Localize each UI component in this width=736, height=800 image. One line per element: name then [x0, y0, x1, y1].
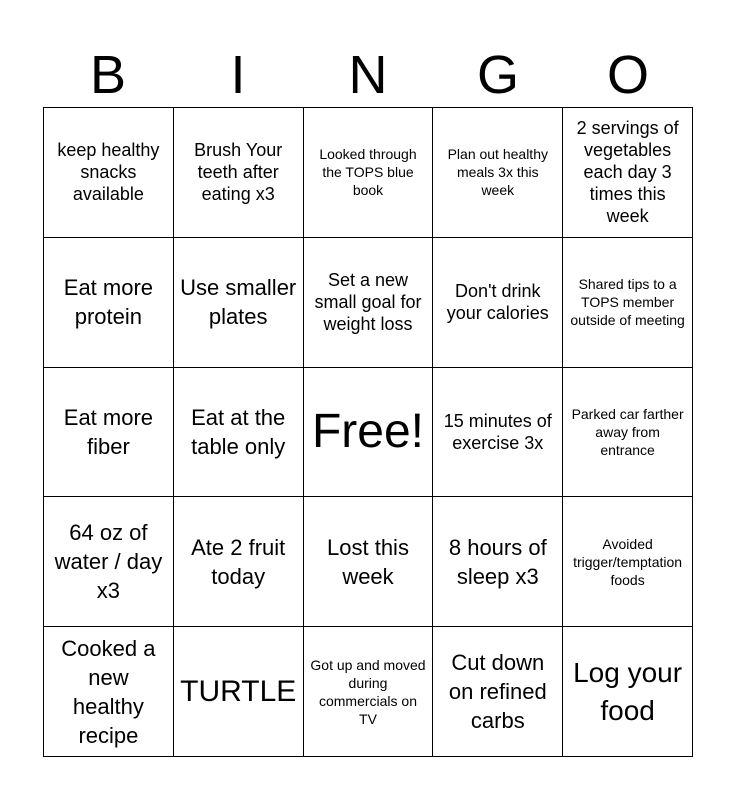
cell-text: Brush Your teeth after eating x3: [194, 140, 283, 205]
bingo-cell-r5c2[interactable]: [174, 627, 304, 757]
bingo-cell-r2c3[interactable]: [304, 238, 434, 368]
cell-text: Set a new small goal for weight loss: [314, 270, 422, 335]
cell-text: Eat more fiber: [63, 404, 154, 459]
cell-text: Plan out healthy meals 3x this week: [447, 146, 548, 199]
bingo-cell-r4c1[interactable]: [44, 497, 174, 627]
bingo-grid: [43, 107, 693, 757]
bingo-cell-r1c2[interactable]: [174, 108, 304, 238]
cell-text: Parked car farther away from entrance: [571, 405, 684, 458]
bingo-cell-r4c4[interactable]: [433, 497, 563, 627]
cell-text: Eat at the table only: [191, 404, 286, 459]
bingo-cell-r5c3[interactable]: [304, 627, 434, 757]
bingo-cell-r2c4[interactable]: [433, 238, 563, 368]
bingo-cell-r3c2[interactable]: [174, 368, 304, 498]
bingo-cell-r5c1[interactable]: [44, 627, 174, 757]
bingo-header: [43, 42, 693, 108]
cell-text: keep healthy snacks available: [57, 140, 160, 205]
bingo-cell-r3c5[interactable]: [563, 368, 693, 498]
cell-text: Log your food: [573, 656, 683, 726]
cell-text: Cut down on refined carbs: [448, 650, 547, 734]
header-letter-n: N: [348, 45, 388, 105]
bingo-cell-r2c1[interactable]: [44, 238, 174, 368]
bingo-cell-r3c1[interactable]: [44, 368, 174, 498]
cell-text: Ate 2 fruit today: [191, 534, 286, 589]
bingo-cell-r1c3[interactable]: [304, 108, 434, 238]
cell-text: Use smaller plates: [180, 275, 297, 330]
bingo-cell-free[interactable]: [304, 368, 434, 498]
bingo-cell-r1c4[interactable]: [433, 108, 563, 238]
cell-text: Don't drink your calories: [446, 281, 549, 324]
bingo-cell-r1c1[interactable]: [44, 108, 174, 238]
bingo-cell-r5c4[interactable]: [433, 627, 563, 757]
bingo-cell-r4c3[interactable]: [304, 497, 434, 627]
cell-text: Eat more protein: [63, 275, 154, 330]
cell-text: Shared tips to a TOPS member outside of meeting: [570, 276, 685, 329]
bingo-cell-r3c4[interactable]: [433, 368, 563, 498]
cell-text: 8 hours of sleep x3: [448, 534, 547, 589]
cell-text: Lost this week: [327, 534, 409, 589]
cell-text: Free!: [311, 404, 424, 458]
cell-text: Avoided trigger/temptation foods: [573, 535, 683, 588]
header-letter-o: O: [606, 45, 649, 105]
bingo-cell-r1c5[interactable]: [563, 108, 693, 238]
bingo-cell-r4c5[interactable]: [563, 497, 693, 627]
bingo-cell-r2c5[interactable]: [563, 238, 693, 368]
cell-text: Looked through the TOPS blue book: [319, 146, 417, 199]
header-letter-b: B: [89, 45, 127, 105]
header-letter-g: G: [476, 45, 519, 105]
cell-text: Got up and moved during commercials on TV: [310, 656, 426, 727]
bingo-cell-r4c2[interactable]: [174, 497, 304, 627]
header-letter-i: I: [230, 45, 246, 105]
cell-text: 15 minutes of exercise 3x: [443, 410, 552, 453]
bingo-cell-r2c2[interactable]: [174, 238, 304, 368]
cell-text: 2 servings of vegetables each day 3 times this week: [576, 118, 679, 227]
bingo-cell-r5c5[interactable]: [563, 627, 693, 757]
cell-text: TURTLE: [180, 674, 297, 708]
cell-text: 64 oz of water / day x3: [54, 520, 163, 604]
cell-text: Cooked a new healthy recipe: [61, 635, 156, 748]
